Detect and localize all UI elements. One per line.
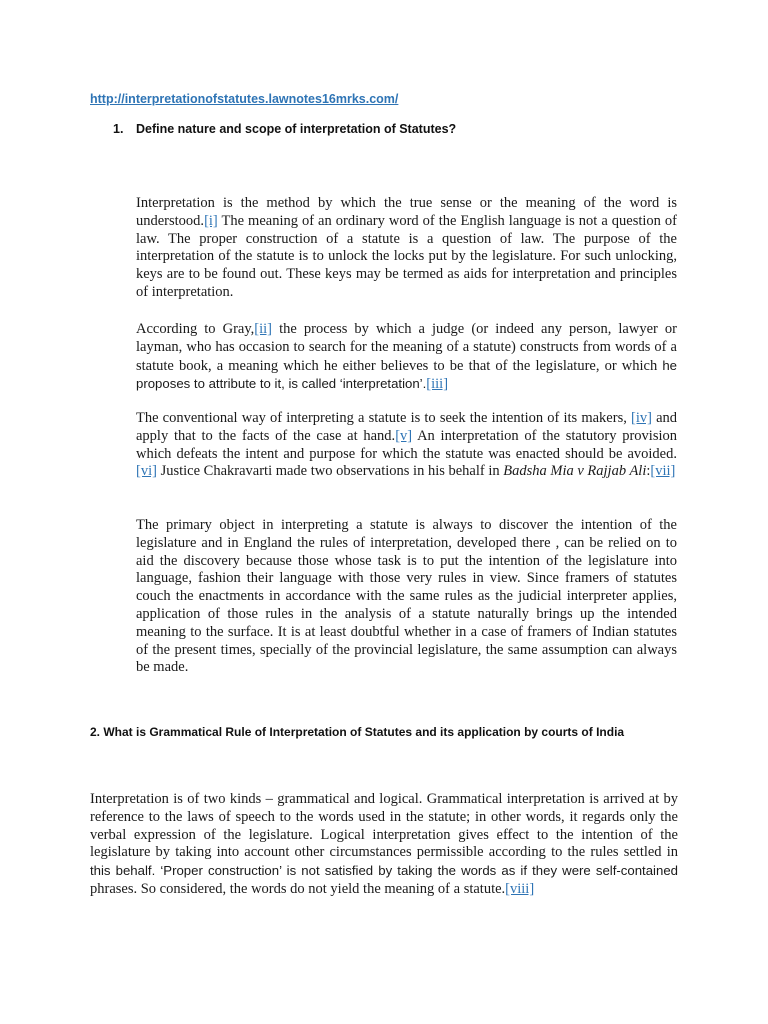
paragraph-text: : <box>646 463 651 480</box>
paragraph-text: the process by which a judge (or indeed any person, lawyer or layman, who has occasion to search for the meaning of a statute) constructs from words of a statute book, a meaning which he either believes to be that of the legislature, or which <box>136 321 677 374</box>
question-2-heading: 2. What is Grammatical Rule of Interpretation of Statutes and its application by courts of India <box>90 725 625 739</box>
footnote-link-v[interactable]: [v] <box>395 427 413 444</box>
paragraph-text: The conventional way of interpreting a statute is to seek the intention of its makers, <box>136 410 631 426</box>
paragraph-text: this behalf. ‘Proper construction’ is not satisfied by taking the words as if they were self-contained <box>90 863 678 879</box>
question-1-number: 1. <box>113 122 124 136</box>
paragraph-text: According to Gray, <box>136 321 255 337</box>
footnote-link-iv[interactable]: [iv] <box>630 410 652 426</box>
paragraph-text: and apply that to the facts of the case at hand. <box>136 410 677 444</box>
question-1-heading <box>113 122 456 136</box>
paragraph-text: Justice Chakravarti made two observations in his behalf in <box>156 463 504 480</box>
paragraph-text: An interpretation of the statutory provision which defeats the intent and purpose for which the statute was enacted should be avoided. <box>136 427 678 462</box>
paragraph-4 <box>136 517 677 677</box>
paragraph-text: The meaning of an ordinary word of the English language is not a question of law. The proper construction of a statute is a question of law. The purpose of the interpretation of the statute is to unlock the locks put by the legislature. For such unlocking, keys are to be found out. These keys may be termed as aids for interpretation and principles of interpretation. <box>136 212 677 300</box>
paragraph-text: The primary object in interpreting a statute is always to discover the intention of the legislature and in England the rules of interpretation, developed there , can be relied on to aid the discovery because those whose task is to put the intention of the legislature into language, fashion their language with those very rules in view. Since framers of statutes couch the enactments in accordance with the same rules as the judicial interpreter applies, application of those rules in the analysis of a statute naturally brings up the intended meaning to the surface. It is at least doubtful whether in a case of framers of Indian statutes of the present times, specially of the provincial legislature, the same assumption can always be made. <box>136 517 677 676</box>
paragraph-text: phrases. So considered, the words do not yield the meaning of a statute. <box>90 880 506 897</box>
paragraph-3 <box>136 410 677 481</box>
question-1-text: Define nature and scope of interpretation of Statutes? <box>136 122 457 136</box>
footnote-link-viii[interactable]: [viii] <box>505 880 535 897</box>
paragraph-text: he proposes to attribute to it, is called ‘interpretation’. <box>136 357 677 392</box>
paragraph-text: Interpretation is of two kinds – grammatical and logical. Grammatical interpretation is arrived at by reference to the laws of speech to the words used in the statute; in other words, it regards only the verbal expression of the legislature. Logical interpretation gives effect to the intention of the legislature by taking into account other circumstances permissible according to the rules settled in <box>90 791 678 861</box>
paragraph-text: Interpretation is the method by which the true sense or the meaning of the word is understood. <box>136 195 677 229</box>
footnote-link-iii[interactable]: [iii] <box>426 376 449 393</box>
source-url-link[interactable]: http://interpretationofstatutes.lawnotes16mrks.com/ <box>90 92 399 106</box>
case-name: Badsha Mia v Rajjab Ali <box>503 463 647 480</box>
footnote-link-ii[interactable]: [ii] <box>254 321 273 337</box>
footnote-link-vi[interactable]: [vi] <box>136 463 157 480</box>
paragraph-2 <box>136 321 677 394</box>
footnote-link-vii[interactable]: [vii] <box>650 463 676 480</box>
footnote-link-i[interactable]: [i] <box>204 212 218 229</box>
paragraph-1 <box>136 195 677 302</box>
paragraph-5 <box>90 791 678 899</box>
